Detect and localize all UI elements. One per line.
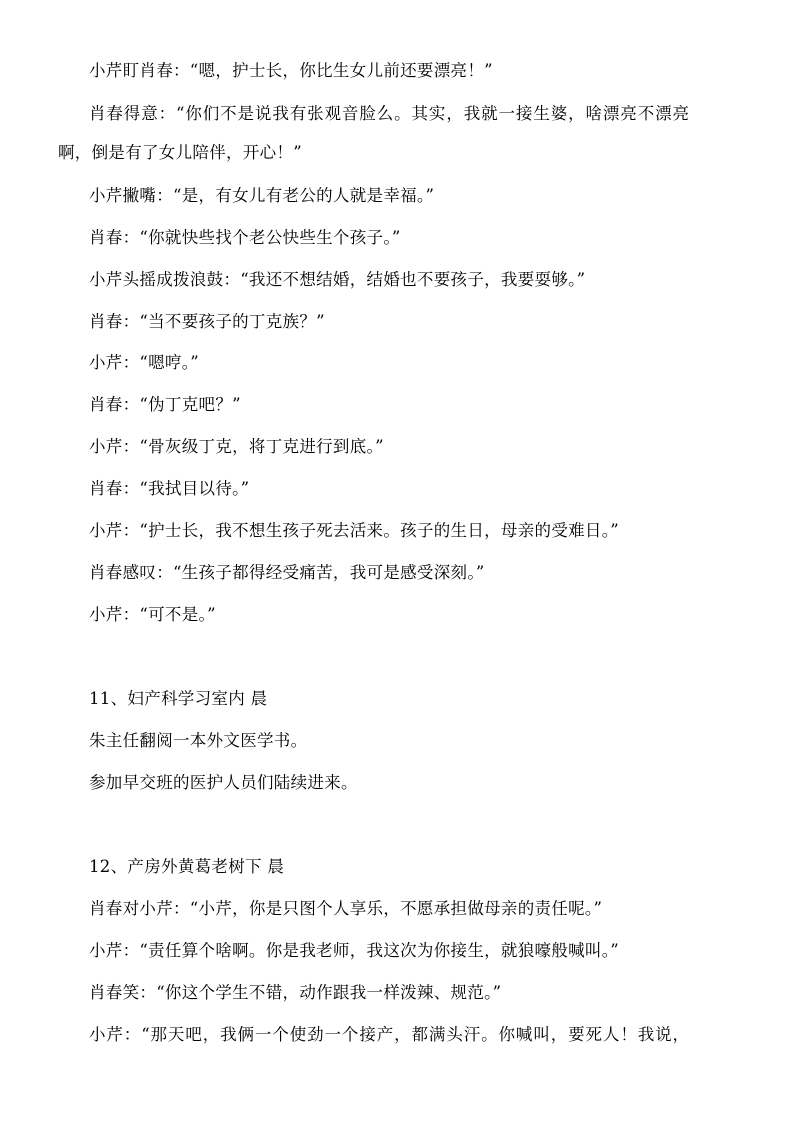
dialogue-line: 肖春笑：“你这个学生不错，动作跟我一样泼辣、规范。” bbox=[89, 983, 502, 1002]
dialogue-line: 小芹盯肖春：“嗯，护士长，你比生女儿前还要漂亮！” bbox=[89, 61, 493, 80]
action-line: 朱主任翻阅一本外文医学书。 bbox=[89, 731, 308, 750]
dialogue-line: 肖春：“你就快些找个老公快些生个孩子。” bbox=[89, 228, 401, 247]
dialogue-line: 小芹：“那天吧，我俩一个使劲一个接产，都满头汗。你喊叫，要死人！我说， bbox=[89, 1025, 690, 1044]
dialogue-line: 肖春：“当不要孩子的丁克族？” bbox=[89, 312, 325, 331]
dialogue-line: 肖春得意：“你们不是说我有张观音脸么。其实，我就一接生婆，啥漂亮不漂亮 bbox=[89, 104, 690, 123]
dialogue-line: 肖春：“伪丁克吧？” bbox=[89, 395, 241, 414]
dialogue-line: 小芹：“责任算个啥啊。你是我老师，我这次为你接生，就狼嚎般喊叫。” bbox=[89, 941, 620, 960]
dialogue-line: 小芹：“骨灰级丁克，将丁克进行到底。” bbox=[89, 437, 384, 456]
dialogue-line: 肖春：“我拭目以待。” bbox=[89, 479, 250, 498]
dialogue-line: 小芹头摇成拨浪鼓：“我还不想结婚，结婚也不要孩子，我要耍够。” bbox=[89, 270, 586, 289]
action-line: 参加早交班的医护人员们陆续进来。 bbox=[89, 773, 358, 792]
dialogue-line: 小芹撇嘴：“是，有女儿有老公的人就是幸福。” bbox=[89, 186, 435, 205]
scene-heading: 12、产房外黄葛老树下 晨 bbox=[89, 857, 285, 876]
dialogue-line: 小芹：“护士长，我不想生孩子死去活来。孩子的生日，母亲的受难日。” bbox=[89, 521, 620, 540]
dialogue-line: 小芹：“可不是。” bbox=[89, 605, 216, 624]
scene-heading: 11、妇产科学习室内 晨 bbox=[89, 689, 268, 708]
dialogue-line: 肖春对小芹：“小芹，你是只图个人享乐，不愿承担做母亲的责任呢。” bbox=[89, 899, 603, 918]
dialogue-line-continuation: 啊，倒是有了女儿陪伴，开心！” bbox=[58, 143, 302, 162]
dialogue-line: 肖春感叹：“生孩子都得经受痛苦，我可是感受深刻。” bbox=[89, 563, 485, 582]
dialogue-line: 小芹：“嗯哼。” bbox=[89, 353, 200, 372]
